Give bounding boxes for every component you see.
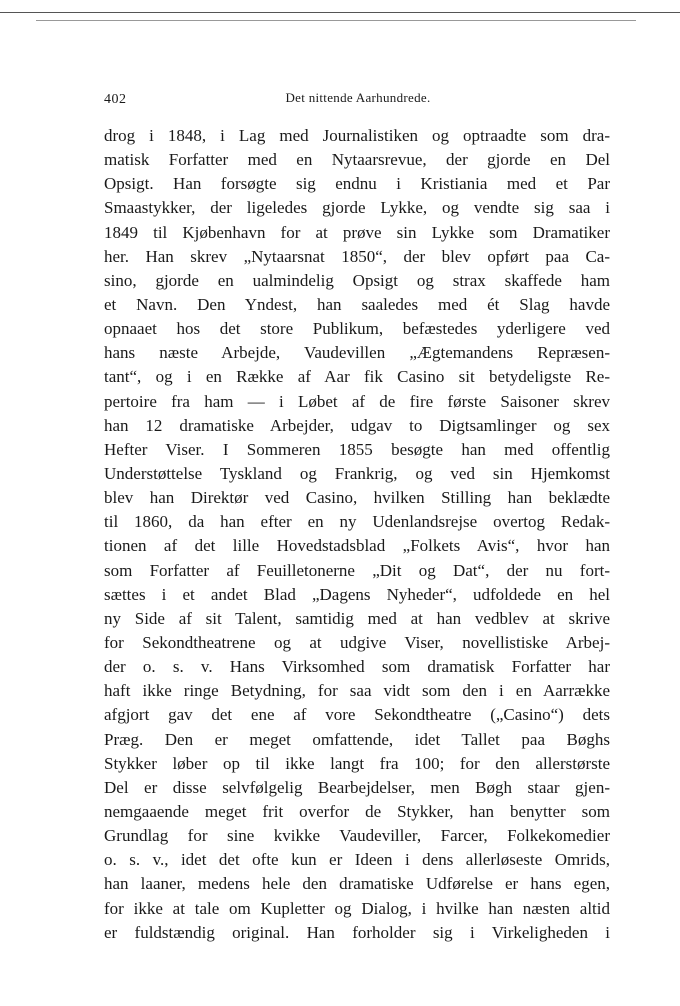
text-line: der o. s. v. Hans Virksomhed som dramatisk Forfatter har	[104, 657, 610, 677]
text-line: et Navn. Den Yndest, han saaledes med ét Slag havde	[104, 294, 610, 314]
page-number: 402	[104, 92, 127, 107]
text-line: Opsigt. Han forsøgte sig endnu i Kristiania med et Par	[104, 174, 610, 194]
text-line: afgjort gav det ene af vore Sekondtheatre („Casino“) dets	[104, 705, 610, 725]
text-line: haft ikke ringe Betydning, for saa vidt som den i en Aarrække	[104, 681, 610, 701]
text-line: Præg. Den er meget omfattende, idet Tallet paa Bøghs	[104, 729, 610, 749]
text-line: sino, gjorde en ualmindelig Opsigt og strax skaffede ham	[104, 270, 610, 290]
text-line: matisk Forfatter med en Nytaarsrevue, der gjorde en Del	[104, 150, 610, 170]
text-line: her. Han skrev „Nytaarsnat 1850“, der blev opført paa Ca-	[104, 246, 610, 266]
text-line: pertoire fra ham — i Løbet af de fire første Saisoner skrev	[104, 391, 610, 411]
text-line: til 1860, da han efter en ny Udenlandsrejse overtog Redak-	[104, 512, 610, 532]
text-line: han 12 dramatiske Arbejder, udgav to Digtsamlinger og sex	[104, 415, 610, 435]
top-border-line-secondary	[36, 20, 636, 21]
text-line: ny Side af sit Talent, samtidig med at han vedblev at skrive	[104, 608, 610, 628]
text-line: o. s. v., idet det ofte kun er Ideen i dens allerløseste Omrids,	[104, 850, 610, 870]
text-line: 1849 til Kjøbenhavn for at prøve sin Lykke som Dramatiker	[104, 222, 610, 242]
text-line: tionen af det lille Hovedstadsblad „Folkets Avis“, hvor han	[104, 536, 610, 556]
text-line: Grundlag for sine kvikke Vaudeviller, Farcer, Folkekomedier	[104, 826, 610, 846]
text-line: er fuldstændig original. Han forholder sig i Virkeligheden i	[104, 922, 610, 942]
page-header	[104, 92, 612, 112]
text-line: som Forfatter af Feuilletonerne „Dit og Dat“, der nu fort-	[104, 560, 610, 580]
text-line: Del er disse selvfølgelig Bearbejdelser, men Bøgh staar gjen-	[104, 777, 610, 797]
text-line: nemgaaende meget frit overfor de Stykker, han benytter som	[104, 801, 610, 821]
running-head: Det nittende Aarhundrede.	[285, 90, 431, 105]
body-text	[104, 124, 610, 945]
text-line: drog i 1848, i Lag med Journalistiken og optraadte som dra-	[104, 126, 610, 145]
text-line: hans næste Arbejde, Vaudevillen „Ægtemandens Repræsen-	[104, 343, 610, 363]
text-line: Hefter Viser. I Sommeren 1855 besøgte han med offentlig	[104, 439, 610, 459]
text-line: blev han Direktør ved Casino, hvilken Stilling han beklædte	[104, 488, 610, 508]
text-line: han laaner, medens hele den dramatiske Udførelse er hans egen,	[104, 874, 610, 894]
text-line: tant“, og i en Række af Aar fik Casino sit betydeligste Re-	[104, 367, 610, 387]
text-line: Understøttelse Tyskland og Frankrig, og ved sin Hjemkomst	[104, 463, 610, 483]
text-line: sættes i et andet Blad „Dagens Nyheder“, udfoldede en hel	[104, 584, 610, 604]
text-line: for Sekondtheatrene og at udgive Viser, novellistiske Arbej-	[104, 632, 610, 652]
text-line: opnaaet hos det store Publikum, befæstedes yderligere ved	[104, 319, 610, 339]
text-line: for ikke at tale om Kupletter og Dialog, i hvilke han næsten altid	[104, 898, 610, 918]
text-line: Stykker løber op til ikke langt fra 100; for den allerstørste	[104, 753, 610, 773]
top-border-line	[0, 12, 680, 13]
text-line: Smaastykker, der ligeledes gjorde Lykke, og vendte sig saa i	[104, 198, 610, 218]
